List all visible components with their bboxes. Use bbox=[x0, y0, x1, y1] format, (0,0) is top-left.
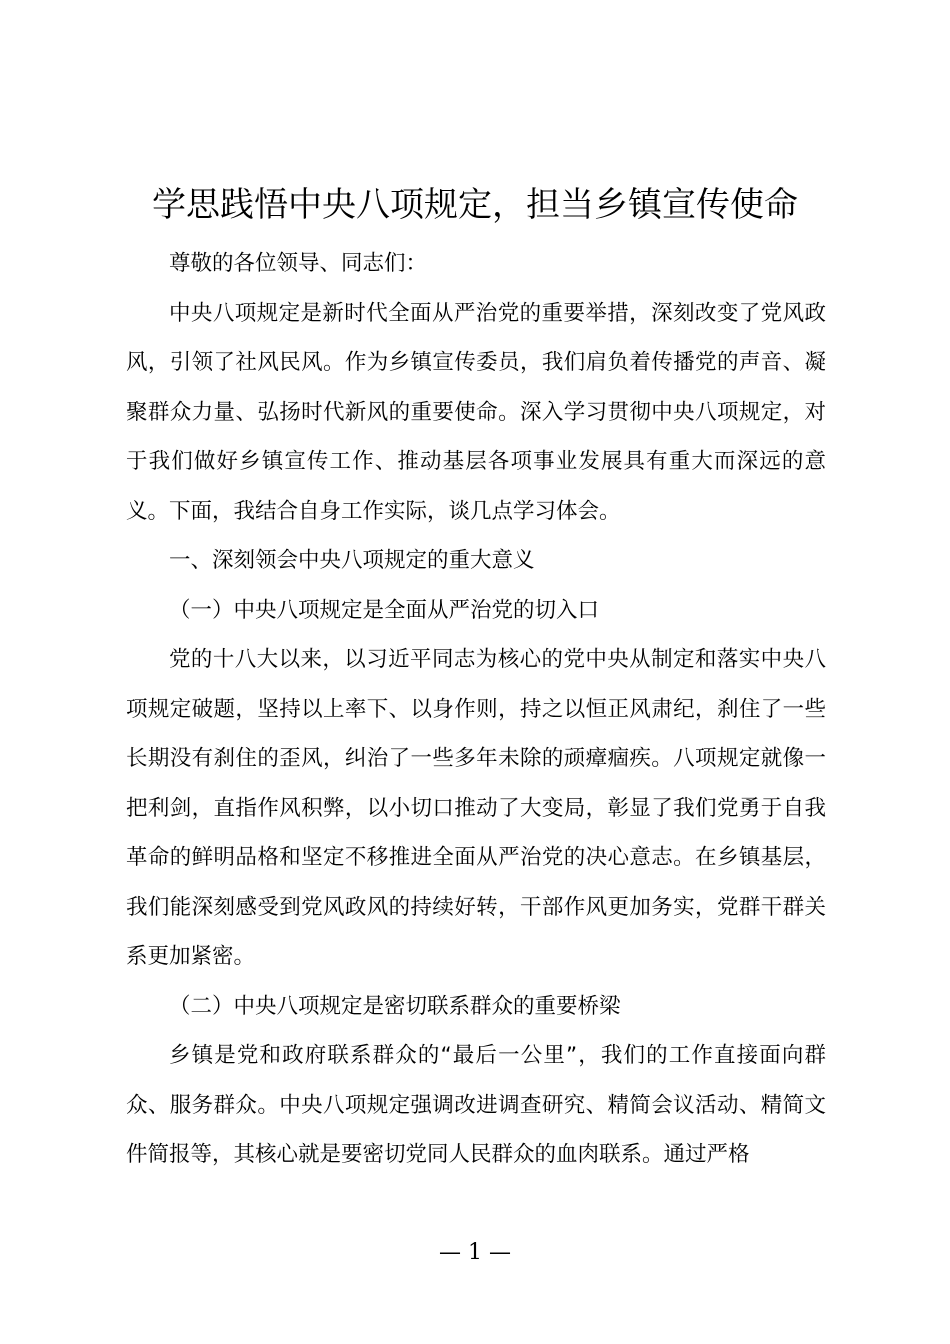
page-number: — 1 — bbox=[439, 1240, 511, 1265]
paragraph-subsection-2: 乡镇是党和政府联系群众的“最后一公里”，我们的工作直接面向群众、服务群众。中央八项规定强调改进调查研究、精简会议活动、精简文件简报等，其核心就是要密切党同人民群众的血肉联系。通过严格 bbox=[126, 1043, 826, 1167]
subsection-heading-2: （二）中央八项规定是密切联系群众的重要桥梁 bbox=[169, 993, 621, 1019]
document-body bbox=[126, 239, 826, 1180]
paragraph-subsection-1: 党的十八大以来，以习近平同志为核心的党中央从制定和落实中央八项规定破题，坚持以上率下、以身作则，持之以恒正风肃纪，刹住了一些长期没有刹住的歪风，纠治了一些多年未除的顽瘴痼疾。八项规定就像一把利剑，直指作风积弊，以小切口推动了大变局，彰显了我们党勇于自我革命的鲜明品格和坚定不移推进全面从严治党的决心意志。在乡镇基层，我们能深刻感受到党风政风的持续好转，干部作风更加务实，党群干群关系更加紧密。 bbox=[126, 647, 826, 969]
section-heading-1: 一、深刻领会中央八项规定的重大意义 bbox=[169, 548, 535, 573]
salutation: 尊敬的各位领导、同志们： bbox=[169, 251, 428, 276]
document-title: 学思践悟中央八项规定，担当乡镇宣传使命 bbox=[152, 185, 798, 225]
paragraph-intro: 中央八项规定是新时代全面从严治党的重要举措，深刻改变了党风政风，引领了社风民风。作为乡镇宣传委员，我们肩负着传播党的声音、凝聚群众力量、弘扬时代新风的重要使命。深入学习贯彻中央八项规定，对于我们做好乡镇宣传工作、推动基层各项事业发展具有重大而深远的意义。下面，我结合自身工作实际，谈几点学习体会。 bbox=[126, 300, 826, 524]
subsection-heading-1: （一）中央八项规定是全面从严治党的切入口 bbox=[169, 597, 600, 623]
